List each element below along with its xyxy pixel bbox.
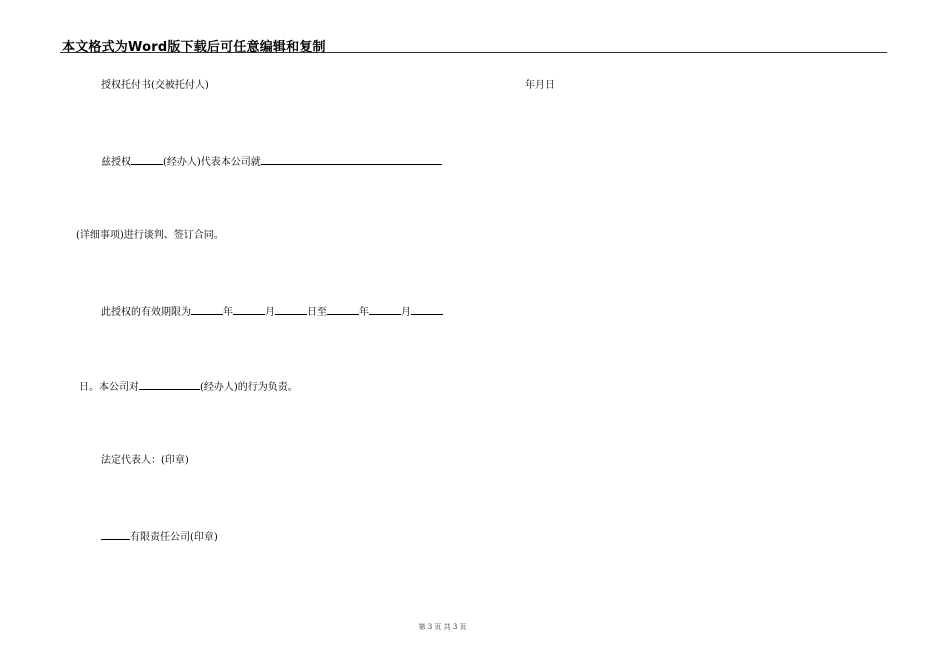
end-day-blank [411,304,443,315]
authorization-title: 授权托付书(交被托付人) [101,80,209,91]
text-month-2: 月 [401,307,411,318]
start-day-blank [275,304,307,315]
company-seal-line [101,529,218,545]
text-grant: 兹授权 [101,157,131,168]
document-header-title: 本文格式为Word版下载后可任意编辑和复制 [62,40,326,55]
matter-blank [261,154,442,165]
end-month-blank [369,304,401,315]
text-agent-behavior: (经办人)的行为负责。 [200,382,298,393]
text-company-responsible: 日。本公司对 [79,382,139,393]
start-year-blank [191,304,223,315]
text-year-2: 年 [359,307,369,318]
matter-detail-line: (详细事项)进行谈判、签订合同。 [76,230,224,241]
legal-representative-line: 法定代表人：(印章) [101,455,189,466]
text-day-to: 日至 [307,307,327,318]
authorization-sentence [101,154,442,170]
text-year: 年 [223,307,233,318]
text-agent-represent: (经办人)代表本公司就 [163,157,261,168]
text-validity: 此授权的有效期限为 [101,307,191,318]
text-company-seal: 有限责任公司(印章) [130,532,218,543]
end-year-blank [327,304,359,315]
start-month-blank [233,304,265,315]
company-name-blank [101,529,130,540]
agent-name-blank [131,154,163,165]
header-divider [60,52,887,53]
responsibility-line [79,379,298,395]
page-number: 第 3 页 共 3 页 [418,623,467,631]
date-label: 年月日 [525,80,555,91]
text-month: 月 [265,307,275,318]
agent-name-blank-2 [139,379,200,390]
validity-period-line [101,304,443,320]
